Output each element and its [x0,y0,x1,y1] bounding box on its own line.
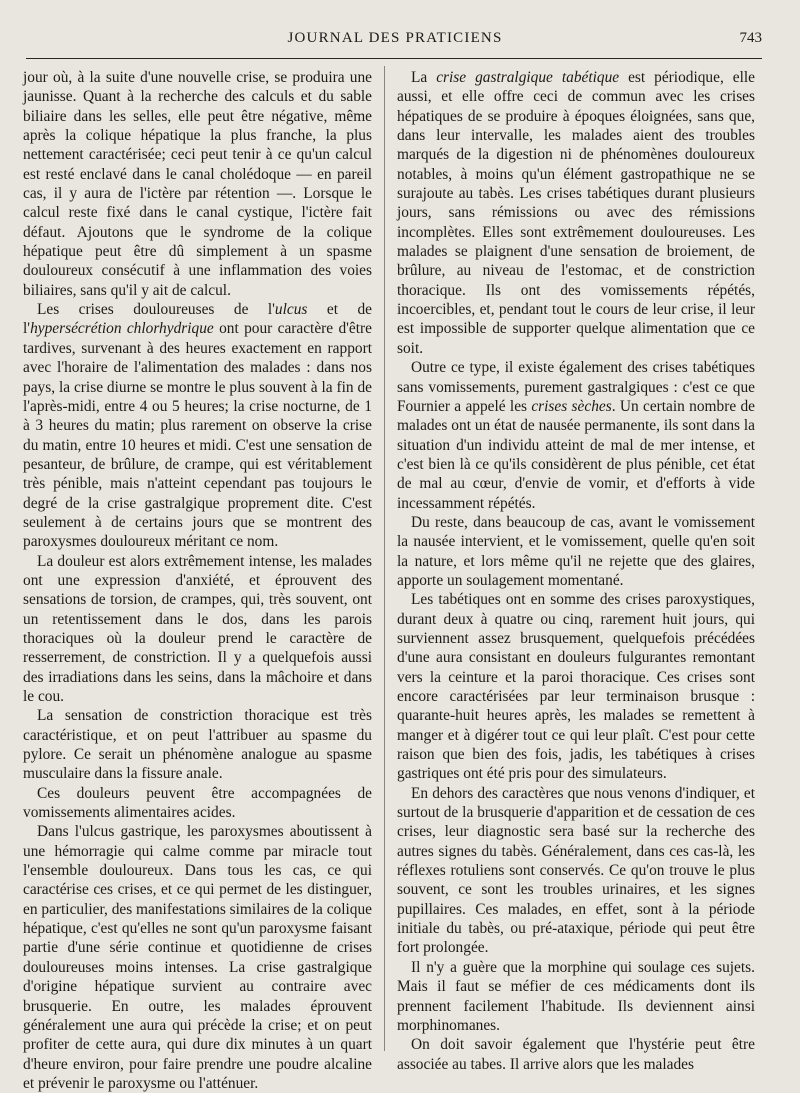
paragraph: Il n'y a guère que la morphine qui soulage ces sujets. Mais il faut se méfier de ces médicaments dont ils prennent facilement l'habitude. Ils deviennent ainsi morphinomanes. [397,958,755,1034]
paragraph: En dehors des caractères que nous venons d'indiquer, et surtout de la brusquerie d'apparition et de cessation de ces crises, leur diagnostic sera basé sur la recherche des autres signes du tabès. Généralement, dans ces cas-là, les réflexes rotuliens sont conservés. Ce qu'on trouve le plus souvent, ce sont les troubles urinaires, et les signes pupillaires. Ces malades, en effet, sont à la période initiale du tabès, ou pré-ataxique, période qui peut être fort prolongée. [397,784,755,957]
italic-term: crise gastralgique tabétique [436,69,620,86]
journal-title: JOURNAL DES PRATICIENS [287,30,503,46]
paragraph: Les tabétiques ont en somme des crises paroxystiques, durant deux à quatre ou cinq, rarement huit jours, qui surviennent assez brusquement, quelquefois précédées d'une aura consistant en douleurs fulgurantes remontant vers la ceinture et la paroi thoracique. Ces crises sont encore caractérisées par leur terminaison brusque : quarante-huit heures après, les malades se remettent à manger et à digérer tout ce qui leur plaît. C'est pour cette raison que bien des fois, jadis, les tabétiques à crises gastriques ont été pris pour des simulateurs. [397,591,755,783]
right-column [397,68,755,1074]
text-run: . Un certain nombre de malades ont un état de nausée permanente, ils sont dans la situation d'un individu atteint de mal de mer intense, et c'est bien là ce qu'ils considèrent de plus pénible, cet état de mal au cœur, d'envie de vomir, et d'efforts à vide incessamment répétés. [397,397,756,512]
text-run: et de l' [23,301,372,338]
text-run: Les crises douloureuses de l' [37,301,275,319]
italic-term: hypersécrétion chlorhydrique [30,320,214,338]
left-column [23,68,372,1093]
text-run: La [411,69,437,86]
text-run: ont pour caractère d'être tardives, survenant à des heures exactement en rapport avec l'horaire de l'alimentation des malades : dans nos pays, la crise diurne se montre le plus souvent à la fin de l'après-midi, entre 4 ou 5 heures; la crise nocturne, de 1 à 3 heures du matin; plus rarement on observe la crise du matin, entre 10 heures et midi. C'est une sensation de pesanteur, de brûlure, de crampe, qui est véritablement très pénible, mais n'atteint cependant pas toujours le degré de la crise gastralgique proprement dite. C'est seulement à de certains jours que se montrent des paroxysmes douloureux méritant ce nom. [23,320,372,551]
paragraph: Du reste, dans beaucoup de cas, avant le vomissement la nausée intervient, et le vomissement, quelle qu'en soit la nature, et lors même qu'il ne rejette que des glaires, apporte un soulagement momentané. [397,513,755,589]
italic-term: crises sèches [531,397,612,415]
paragraph [397,68,755,358]
paragraph: jour où, à la suite d'une nouvelle crise, se produira une jaunisse. Quant à la recherche des calculs et du sable biliaire dans les selles, elle peut être négative, même après la colique hépatique la plus franche, la plus nettement caractérisée; ceci peut tenir à ce qu'un calcul est resté enclavé dans le canal cholédoque — en pareil cas, il y aura de l'ictère par rétention —. Lorsque le calcul reste fixé dans le canal cystique, l'ictère fait défaut. Ajoutons que le syndrome de la colique hépatique peut être dû simplement à un spasme douloureux consécutif à une inflammation des voies biliaires, sans qu'il y ait de calcul. [23,69,372,299]
page-number: 743 [739,30,762,46]
text-run: Outre ce type, il existe également des crises tabétiques sans vomissements, purement gastralgiques : c'est ce que Fournier a appelé les [397,359,755,415]
header-rule [26,58,762,59]
paragraph: La douleur est alors extrêmement intense, les malades ont une expression d'anxiété, et éprouvent des sensations de torsion, de crampes, qui, très souvent, ont un retentissement dans le dos, dans les parois thoraciques où la douleur prend le caractère de resserrement, de constriction. Il y a quelquefois aussi des irradiations dans les seins, dans la mâchoire et dans le cou. [23,552,372,705]
paragraph: Ces douleurs peuvent être accompagnées de vomissements alimentaires acides. [23,784,372,822]
text-run: est périodique, elle aussi, et elle offre ceci de commun avec les crises hépatiques de se produire à époques éloignées, sans que, dans leur intervalle, les malades aient des troubles marqués de la digestion ni de phénomènes douloureux notables, à moins qu'un élément gastropathique ne se surajoute au tabès. Les crises tabétiques durant plusieurs jours, sans rémissions ou avec des rémissions incomplètes. Elles sont extrêmement douloureuses. Les malades se plaignent d'une sensation de broiement, de brûlure, au niveau de l'estomac, et de constriction thoracique. Ils ont des vomissements répétés, incoercibles, et, pendant tout le cours de leur crise, il leur est impossible de supporter quelque alimentation que ce soit. [397,69,755,357]
paragraph: Dans l'ulcus gastrique, les paroxysmes aboutissent à une hémorragie qui calme comme par miracle tout l'ensemble douloureux. Dans tous les cas, ce qui caractérise ces crises, et ce qui permet de les distinguer, en particulier, des manifestations similaires de la colique hépatique, c'est qu'elles ne sont qu'un paroxysme faisant partie d'une série continue et quotidienne de crises douloureuses moins intenses. La crise gastralgique d'origine hépatique survient au contraire avec brusquerie. En outre, les malades éprouvent généralement une aura qui précède la crise; et on peut profiter de cette aura, qui dure dix minutes à un quart d'heure environ, pour faire prendre une poudre alcaline et prévenir le paroxysme ou l'atténuer. [23,823,372,1092]
paragraph [23,300,372,551]
column-divider [384,66,385,1051]
page-header [28,30,762,54]
paragraph: La sensation de constriction thoracique est très caractéristique, et on peut l'attribuer au spasme du pylore. Ce serait un phénomène analogue au spasme musculaire dans la fissure anale. [23,707,372,783]
italic-term: ulcus [274,301,308,319]
paragraph [397,358,755,513]
paragraph: On doit savoir également que l'hystérie peut être associée au tabes. Il arrive alors que les malades [397,1036,755,1073]
